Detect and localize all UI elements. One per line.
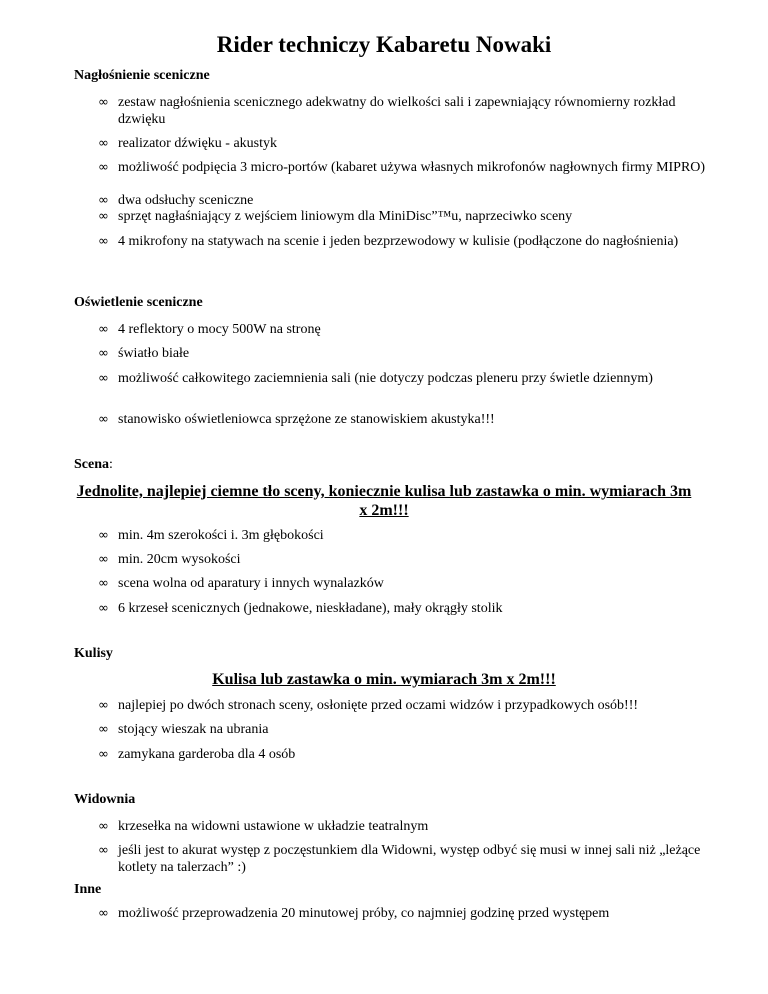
list-item: ∞ 4 mikrofony na statywach na scenie i jeden bezprzewodowy w kulisie (podłączone do nagłośnienia) [98,234,679,249]
bullet-infinity-icon: ∞ [98,412,109,427]
bullet-infinity-icon: ∞ [98,346,109,361]
list-item: ∞ możliwość przeprowadzenia 20 minutowej próby, co najmniej godzinę przed występem [98,906,610,921]
section-heading-kulisy: Kulisy [74,646,113,661]
list-item: ∞ scena wolna od aparatury i innych wynalazków [98,576,384,591]
list-item: ∞ stojący wieszak na ubrania [98,722,269,737]
list-item: ∞ 6 krzeseł scenicznych (jednakowe, nieskładane), mały okrągły stolik [98,601,503,616]
list-item: ∞ sprzęt nagłaśniający z wejściem liniowym dla MiniDisc”™u, naprzeciwko sceny [98,209,573,224]
list-item: ∞ światło białe [98,346,190,361]
list-item: ∞ najlepiej po dwóch stronach sceny, osłonięte przed oczami widzów i przypadkowych osób!!! [98,698,639,713]
section-heading-scena: Scena: [74,457,113,472]
list-item: ∞ stanowisko oświetleniowca sprzężone ze stanowiskiem akustyka!!! [98,412,495,427]
bullet-infinity-icon: ∞ [98,136,109,151]
bullet-infinity-icon: ∞ [98,906,109,921]
list-item: ∞ krzesełka na widowni ustawione w układzie teatralnym [98,819,429,834]
bullet-infinity-icon: ∞ [98,843,109,858]
section-heading-inne: Inne [74,882,102,897]
document-title: Rider techniczy Kabaretu Nowaki [216,32,552,57]
section-heading-naglosnienie: Nagłośnienie sceniczne [74,68,210,83]
bullet-infinity-icon: ∞ [98,160,109,175]
list-item: ∞ możliwość podpięcia 3 micro-portów (kabaret używa własnych mikrofonów nagłownych firmy MIPRO) [98,160,706,175]
section-heading-widownia: Widownia [74,792,136,807]
bullet-infinity-icon: ∞ [98,747,109,762]
bullet-infinity-icon: ∞ [98,722,109,737]
list-item: ∞ realizator dźwięku - akustyk [98,136,277,151]
list-item: ∞ możliwość całkowitego zaciemnienia sali (nie dotyczy podczas pleneru przy świetle dziennym) [98,371,653,386]
bullet-infinity-icon: ∞ [98,322,109,337]
bullet-infinity-icon: ∞ [98,528,109,543]
section-heading-oswietlenie: Oświetlenie sceniczne [74,295,203,310]
list-item: ∞ 4 reflektory o mocy 500W na stronę [98,322,321,337]
scena-requirement-note: Jednolite, najlepiej ciemne tło sceny, koniecznie kulisa lub zastawka o min. wymiarach 3m x 2m!!! [76,483,692,519]
bullet-infinity-icon: ∞ [98,371,109,386]
bullet-infinity-icon: ∞ [98,601,109,616]
bullet-infinity-icon: ∞ [98,698,109,713]
bullet-infinity-icon: ∞ [98,209,109,224]
bullet-infinity-icon: ∞ [98,819,109,834]
kulisy-requirement-note: Kulisa lub zastawka o min. wymiarach 3m x 2m!!! [212,671,556,688]
list-item: ∞ jeśli jest to akurat występ z poczęstunkiem dla Widowni, występ odbyć się musi w innej sali niż „leżące kotlety na talerzach” :) [98,843,701,875]
list-item: ∞ zamykana garderoba dla 4 osób [98,747,296,762]
list-item: ∞ zestaw nagłośnienia scenicznego adekwatny do wielkości sali i zapewniający równomierny rozkład dzwięku [98,95,676,127]
list-item: ∞ dwa odsłuchy sceniczne [98,193,254,208]
bullet-infinity-icon: ∞ [98,234,109,249]
list-item: ∞ min. 4m szerokości i. 3m głębokości [98,528,324,543]
bullet-infinity-icon: ∞ [98,193,109,208]
bullet-infinity-icon: ∞ [98,576,109,591]
bullet-infinity-icon: ∞ [98,552,109,567]
list-item: ∞ min. 20cm wysokości [98,552,241,567]
bullet-infinity-icon: ∞ [98,95,109,110]
